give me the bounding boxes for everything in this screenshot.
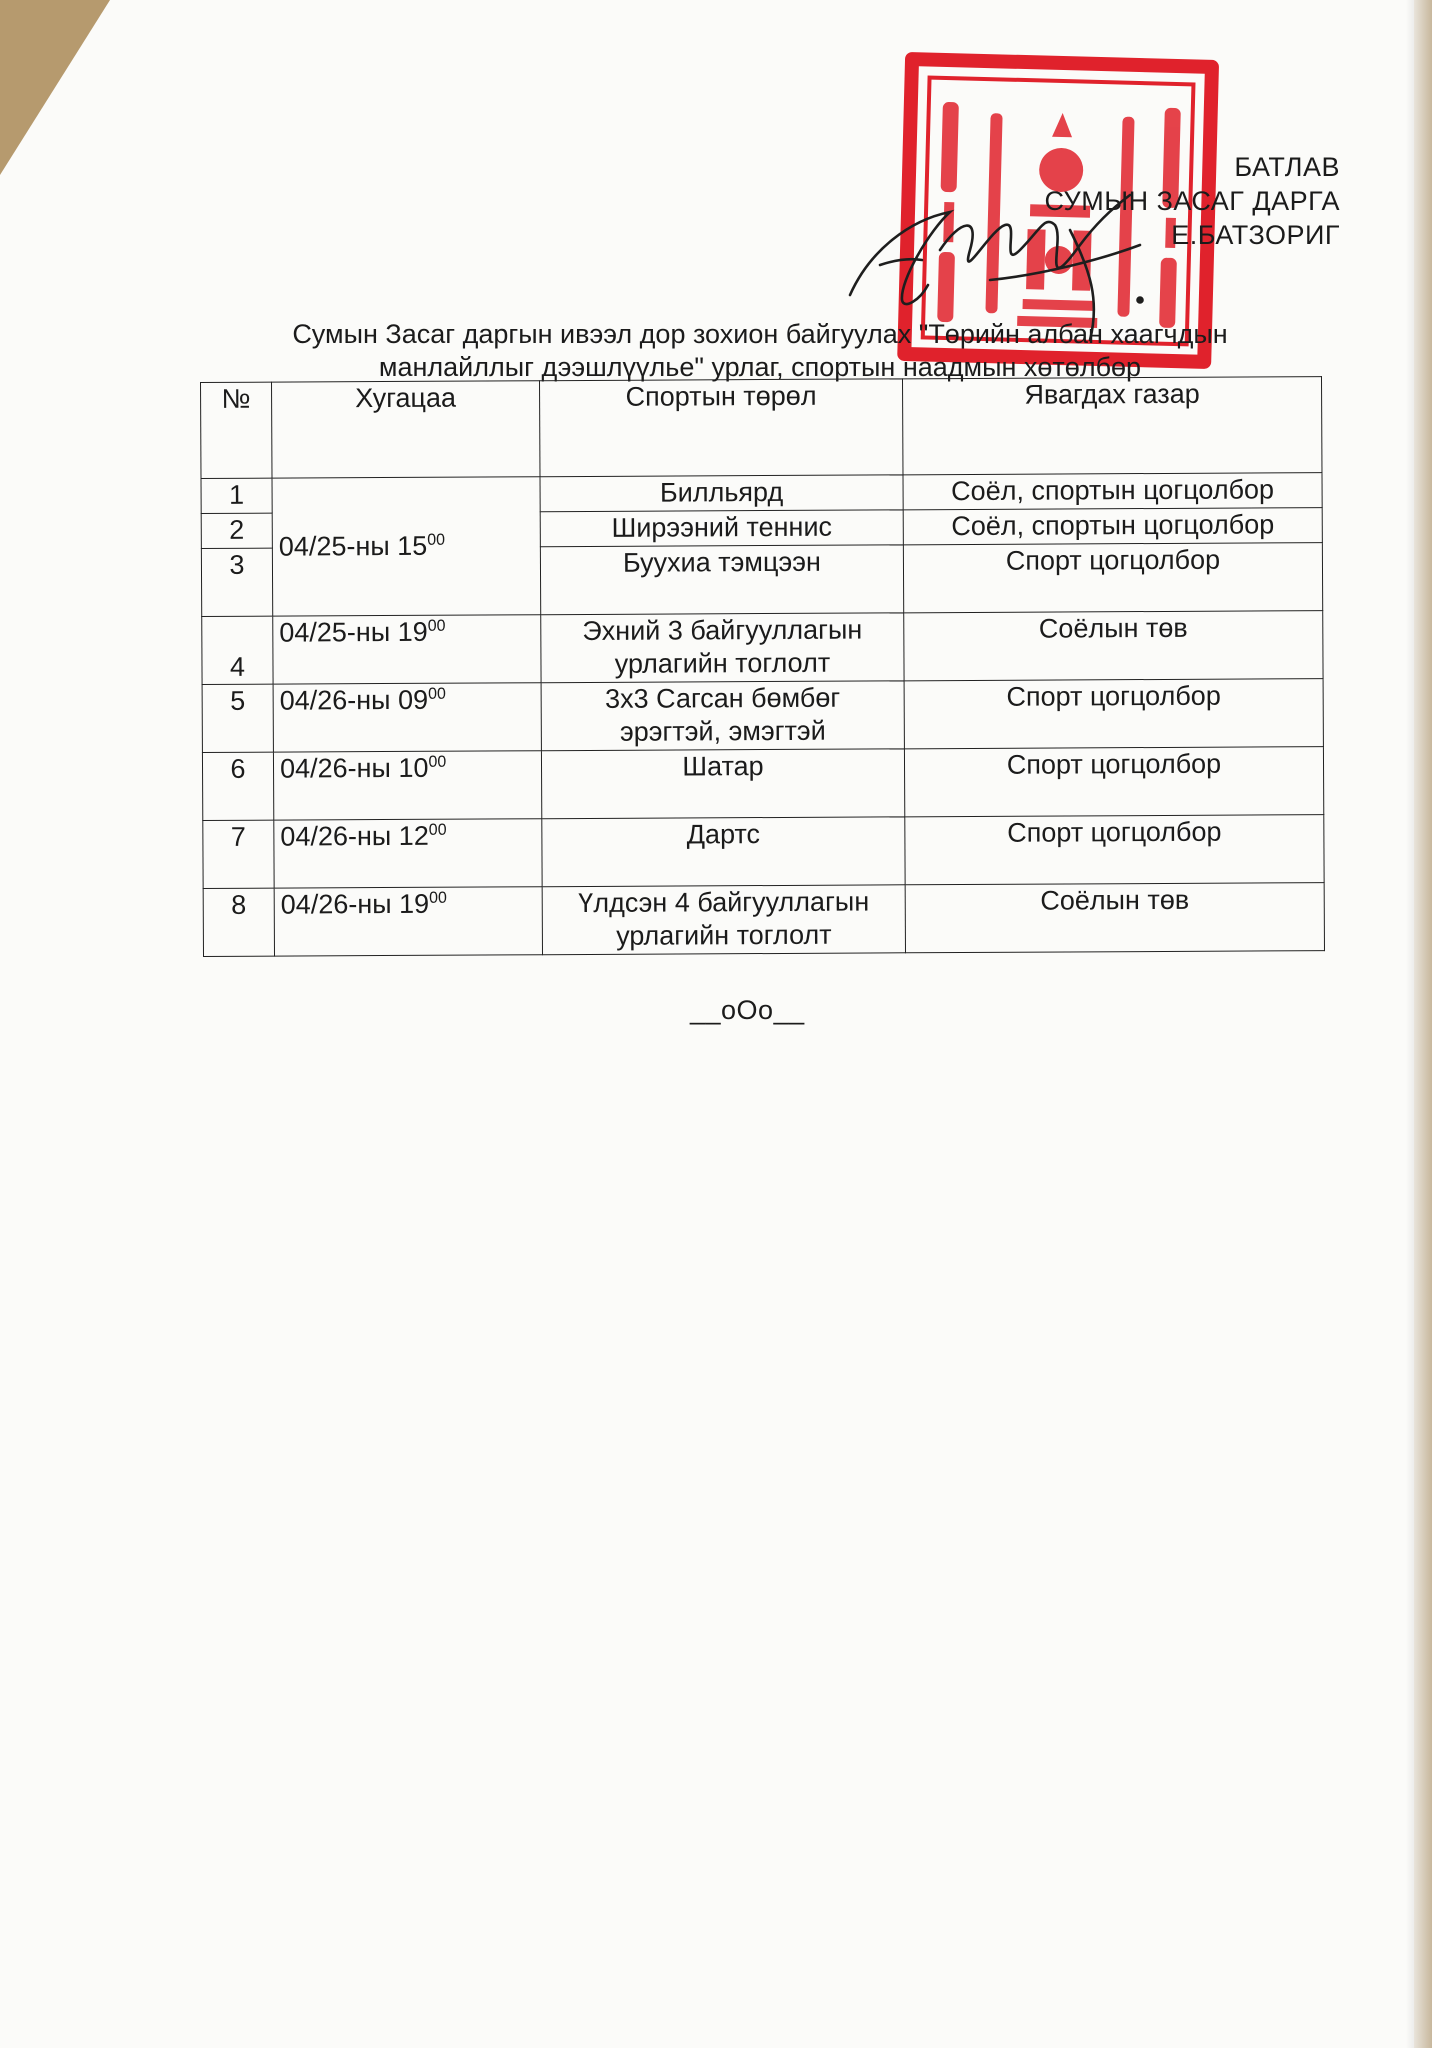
row-venue: Спорт цогцолбор <box>903 543 1322 613</box>
row-sport <box>542 885 905 955</box>
time-minutes: 00 <box>428 753 447 771</box>
approval-line-1: БАТЛАВ <box>1234 152 1340 182</box>
row-time <box>273 751 541 820</box>
time-minutes: 00 <box>429 889 447 907</box>
schedule-table <box>200 376 1325 957</box>
row-number: 5 <box>202 684 273 752</box>
desk-corner <box>0 0 110 175</box>
row-number: 6 <box>202 752 273 820</box>
row-venue: Спорт цогцолбор <box>905 815 1324 885</box>
row-venue: Соёлын төв <box>905 883 1324 953</box>
header-venue: Явагдах газар <box>902 377 1321 475</box>
desk-edge <box>1414 0 1432 2048</box>
row-sport <box>541 613 904 683</box>
time-text: 04/26-ны 10 <box>279 752 429 784</box>
time-text: 04/26-ны 19 <box>280 888 430 920</box>
sport-line-1: Үлдсэн 4 байгууллагын <box>578 886 870 919</box>
time-minutes: 00 <box>427 617 446 635</box>
document-title <box>205 318 1315 384</box>
time-minutes: 00 <box>428 685 446 703</box>
sport-line-2: урлагийн тоглолт <box>614 647 831 679</box>
table-row <box>202 747 1323 821</box>
sport-line-1: Эхний 3 байгууллагын <box>582 614 863 647</box>
table-row <box>201 473 1322 514</box>
row-venue: Соёлын төв <box>904 611 1323 681</box>
row-number: 4 <box>202 616 273 684</box>
row-venue: Соёл, спортын цогцолбор <box>903 473 1322 510</box>
header-sport-type: Спортын төрөл <box>539 379 902 477</box>
time-text: 04/25-ны 15 <box>278 530 428 562</box>
row-sport: Ширээний теннис <box>540 510 903 547</box>
sport-line-2: эрэгтэй, эмэгтэй <box>619 715 826 747</box>
time-minutes: 00 <box>427 531 446 549</box>
header-number: № <box>201 382 273 478</box>
row-number: 2 <box>201 513 272 548</box>
row-sport <box>541 681 904 751</box>
time-minutes: 00 <box>428 821 447 839</box>
row-venue: Спорт цогцолбор <box>904 747 1323 817</box>
row-number: 8 <box>203 888 274 956</box>
sport-line-2: урлагийн тоглолт <box>616 919 832 951</box>
row-sport: Билльярд <box>540 475 903 512</box>
closing-mark: __oOo__ <box>690 995 805 1025</box>
row-sport: Шатар <box>541 749 904 819</box>
row-time <box>274 819 542 888</box>
row-number: 7 <box>203 820 274 888</box>
approval-line-3: Е.БАТЗОРИГ <box>1171 220 1340 250</box>
table-row <box>203 815 1324 889</box>
header-time: Хугацаа <box>272 381 540 478</box>
table-row <box>202 679 1323 753</box>
approval-line-2: СУМЫН ЗАСАГ ДАРГА <box>1044 186 1340 216</box>
table-row <box>202 611 1323 685</box>
row-time <box>273 683 541 752</box>
row-sport: Буухиа тэмцээн <box>540 545 903 615</box>
page-shadow <box>1406 0 1414 2048</box>
row-number: 3 <box>201 548 272 616</box>
title-line-2: манлайллыг дээшлүүлье" урлаг, спортын наадмын хөтөлбөр <box>378 352 1142 382</box>
row-time <box>273 615 541 684</box>
row-venue: Спорт цогцолбор <box>904 679 1323 749</box>
title-line-1: Сумын Засаг даргын ивээл дор зохион байгуулах "Төрийн албан хаагчдын <box>292 319 1228 349</box>
time-text: 04/26-ны 09 <box>279 684 429 716</box>
row-venue: Соёл, спортын цогцолбор <box>903 508 1322 545</box>
sport-line-1: 3х3 Сагсан бөмбөг <box>605 682 841 714</box>
row-time <box>272 477 541 616</box>
time-text: 04/26-ны 12 <box>280 820 429 852</box>
time-text: 04/25-ны 19 <box>279 616 428 648</box>
row-number: 1 <box>201 478 272 513</box>
table-row <box>203 883 1324 957</box>
row-sport: Дартс <box>542 817 905 887</box>
table-header-row <box>201 377 1322 479</box>
row-time <box>274 887 542 956</box>
